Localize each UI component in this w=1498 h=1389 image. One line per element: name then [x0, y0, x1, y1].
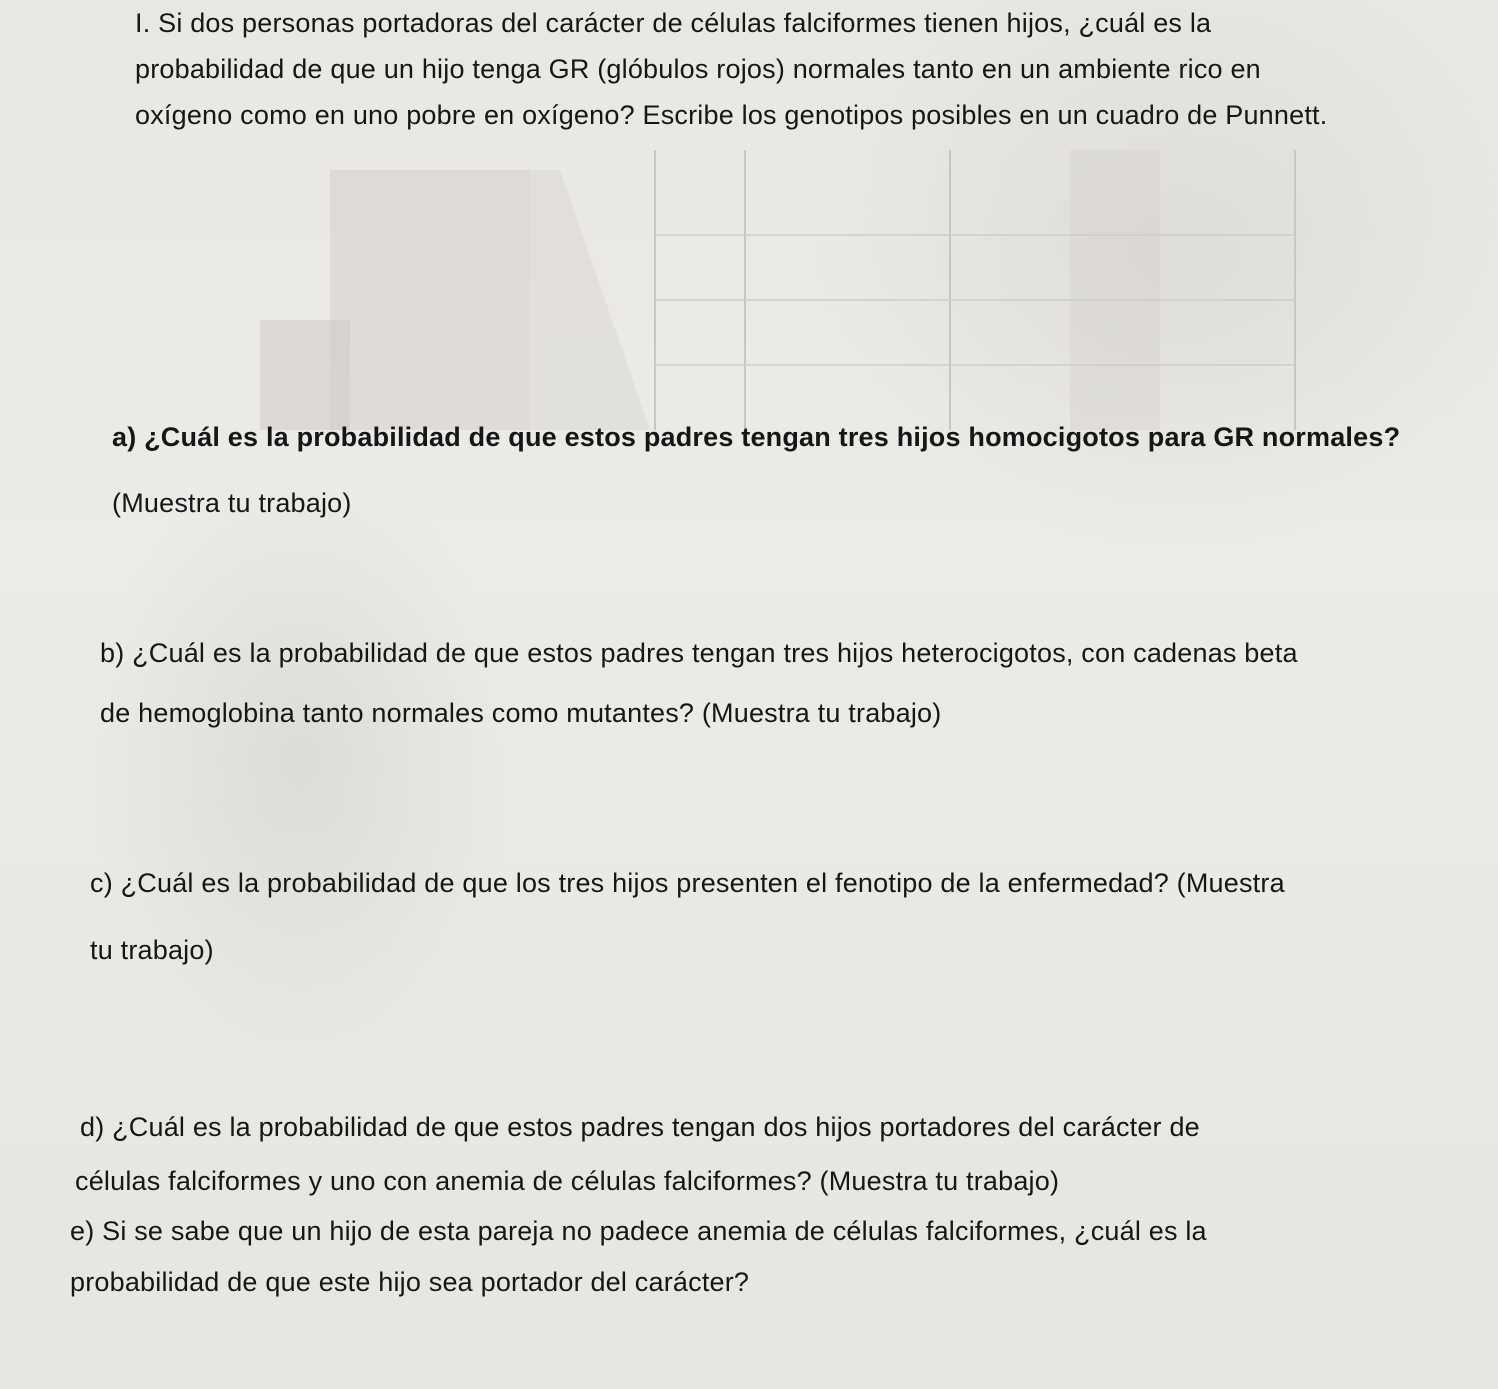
- part-b-line-1: b) ¿Cuál es la probabilidad de que estos padres tengan tres hijos heterocigotos, con cadenas beta: [100, 638, 1298, 668]
- question-line-2: probabilidad de que un hijo tenga GR (glóbulos rojos) normales tanto en un ambiente rico en: [135, 54, 1261, 84]
- part-d-line-2: células falciformes y uno con anemia de células falciformes? (Muestra tu trabajo): [75, 1166, 1060, 1196]
- part-b-line-2: de hemoglobina tanto normales como mutantes? (Muestra tu trabajo): [100, 698, 942, 728]
- part-c-line-1: c) ¿Cuál es la probabilidad de que los tres hijos presenten el fenotipo de la enfermedad? (Muestra: [90, 868, 1285, 898]
- question-line-3: oxígeno como en uno pobre en oxígeno? Escribe los genotipos posibles en un cuadro de Punnett.: [135, 100, 1328, 130]
- part-a-line-1: a) ¿Cuál es la probabilidad de que estos padres tengan tres hijos homocigotos para GR normales?: [112, 422, 1401, 452]
- part-e-line-2: probabilidad de que este hijo sea portador del carácter?: [70, 1267, 750, 1297]
- part-c-line-2: tu trabajo): [90, 935, 214, 965]
- part-d-line-1: d) ¿Cuál es la probabilidad de que estos padres tengan dos hijos portadores del carácter de: [80, 1112, 1200, 1142]
- part-a-line-2: (Muestra tu trabajo): [112, 488, 352, 518]
- question-line-1: I. Si dos personas portadoras del carácter de células falciformes tienen hijos, ¿cuál es la: [135, 8, 1212, 38]
- bleed-through-table: [230, 150, 1310, 430]
- bleed-through-graphic: [230, 150, 1310, 430]
- part-e-line-1: e) Si se sabe que un hijo de esta pareja no padece anemia de células falciformes, ¿cuál es la: [70, 1216, 1207, 1246]
